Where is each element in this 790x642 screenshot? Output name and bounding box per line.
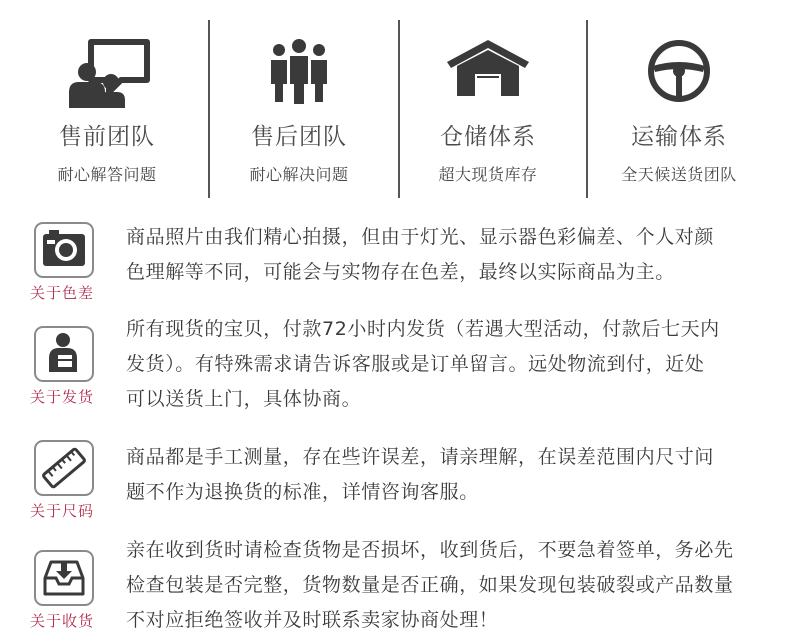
policy-line: 色理解等不同，可能会与实物存在色差，最终以实际商品为主。 — [126, 261, 675, 283]
warehouse-icon — [445, 38, 531, 102]
service-presale — [12, 0, 202, 205]
policy-text — [126, 312, 762, 417]
team-icon — [269, 38, 329, 108]
policy-label: 关于收货 — [30, 612, 95, 630]
policy-line: 商品照片由我们精心拍摄，但由于灯光、显示器色彩偏差、个人对颜 — [126, 226, 715, 248]
policy-text — [126, 220, 762, 290]
policy-line: 所有现货的宝贝，付款72小时内发货（若遇大型活动，付款后七天内 — [126, 318, 720, 340]
policy-line: 题不作为退换货的标准，详情咨询客服。 — [126, 481, 479, 503]
service-subtitle: 耐心解答问题 — [57, 165, 157, 184]
policy-line: 不对应拒绝签收并及时联系卖家协商处理！ — [126, 609, 499, 631]
service-subtitle: 耐心解决问题 — [249, 165, 349, 184]
service-title: 仓储体系 — [440, 124, 536, 150]
chat-people-icon — [61, 38, 153, 114]
service-subtitle: 超大现货库存 — [438, 165, 538, 184]
service-strip — [0, 0, 790, 205]
camera-icon — [34, 222, 94, 278]
service-title: 运输体系 — [631, 124, 727, 150]
policy-line: 可以送货上门，具体协商。 — [126, 388, 362, 410]
steering-wheel-icon — [646, 38, 712, 108]
ruler-icon — [34, 440, 94, 496]
policy-line: 商品都是手工测量，存在些许误差，请亲理解，在误差范围内尺寸问 — [126, 446, 715, 468]
service-subtitle: 全天候送货团队 — [621, 165, 737, 184]
policy-text — [126, 533, 762, 638]
service-aftersale — [204, 0, 394, 205]
policy-line: 检查包装是否完整，货物数量是否正确，如果发现包装破裂或产品数量 — [126, 574, 734, 596]
policy-label: 关于尺码 — [30, 502, 95, 520]
service-transport — [584, 0, 774, 205]
policy-text — [126, 440, 762, 510]
policy-line: 亲在收到货时请检查货物是否损坏，收到货后，不要急着签单，务必先 — [126, 539, 734, 561]
service-title: 售前团队 — [59, 124, 155, 150]
service-warehouse — [393, 0, 583, 205]
policy-label: 关于色差 — [30, 284, 95, 302]
inbox-icon — [34, 550, 94, 606]
policy-line: 发货）。有特殊需求请告诉客服或是订单留言。远处物流到付，近处 — [126, 353, 705, 375]
service-title: 售后团队 — [251, 124, 347, 150]
policy-label: 关于发货 — [30, 388, 95, 406]
delivery-person-icon — [34, 326, 94, 382]
